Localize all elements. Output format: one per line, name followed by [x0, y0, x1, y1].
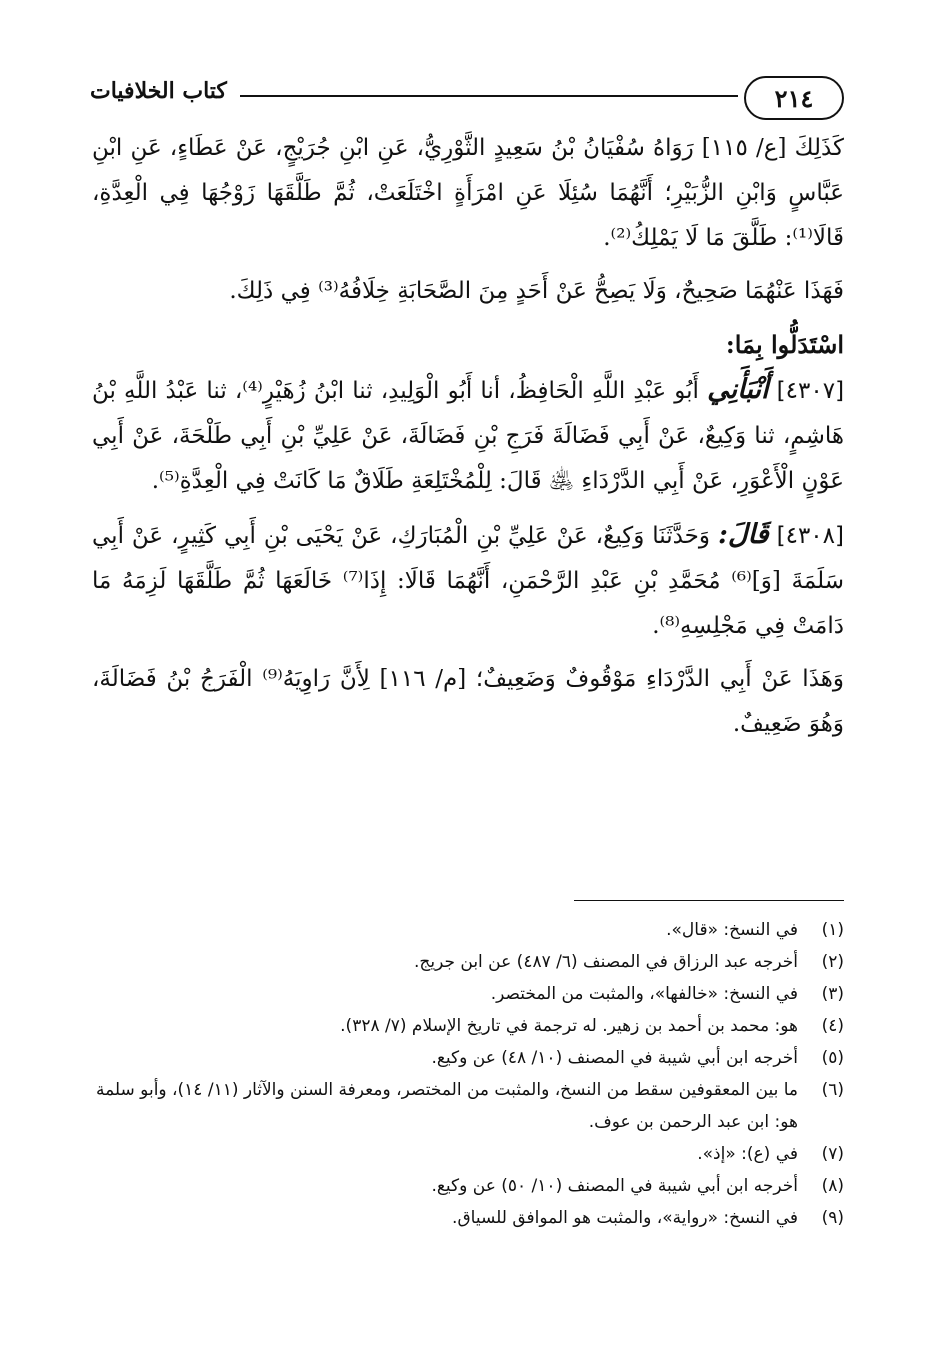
- section-heading: اسْتَدَلُّوا بِمَا:: [725, 330, 844, 359]
- footnote-number: (٤): [821, 1016, 844, 1036]
- footnote: [92, 1074, 844, 1138]
- footnote: [92, 1010, 844, 1042]
- footnote: [92, 1170, 844, 1202]
- footnote-text: أخرجه ابن أبي شيبة في المصنف (١٠/ ٤٨) عن وكيع.: [431, 1048, 798, 1068]
- hadith-text: وَحَدَّثَنَا وَكِيعٌ، عَنْ عَلِيِّ بْنِ الْمُبَارَكِ، عَنْ يَحْيَى بْنِ أَبِي كَثِيرٍ، عَنْ أَبِي سَلَمَةَ [وَ]⁽⁶⁾ مُحَمَّدِ بْنِ عَبْدِ الرَّحْمَنِ، أَنَّهُمَا قَالَا: إِذَا⁽⁷⁾ خَالَعَهَا ثُمَّ طَلَّقَهَا لَزِمَهُ مَا دَامَتْ فِي مَجْلِسِهِ⁽⁸⁾.: [92, 523, 844, 639]
- footnote-number: (٨): [821, 1176, 844, 1196]
- paragraph-1: كَذَلِكَ [ع/ ١١٥] رَوَاهُ سُفْيَانُ بْنُ سَعِيدٍ الثَّوْرِيُّ، عَنِ ابْنِ جُرَيْجٍ، عَنْ عَطَاءٍ، عَنِ ابْنِ عَبَّاسٍ وَابْنِ الزُّبَيْرِ؛ أَنَّهُمَا سُئِلَا عَنِ امْرَأَةٍ اخْتَلَعَتْ، ثُمَّ طَلَّقَهَا زَوْجُهَا فِي الْعِدَّةِ، قَالَا⁽¹⁾: طَلَّقَ مَا لَا يَمْلِكُ⁽²⁾.: [92, 135, 844, 251]
- footnote-number: (٩): [821, 1208, 844, 1228]
- paragraph-5: وَهَذَا عَنْ أَبِي الدَّرْدَاءِ مَوْقُوفٌ وَضَعِيفٌ؛ [م/ ١١٦] لِأَنَّ رَاوِيَهُ⁽⁹⁾ الْفَرَجُ بْنُ فَضَالَةَ، وَهُوَ ضَعِيفٌ.: [92, 666, 845, 737]
- footnote-number: (٢): [821, 952, 844, 972]
- hadith-4308: [92, 512, 844, 649]
- footnote: [92, 1138, 844, 1170]
- hadith-text: أَبُو عَبْدِ اللَّهِ الْحَافِظُ، أنا أَبُو الْوَلِيدِ، ثنا ابْنُ زُهَيْرٍ⁽⁴⁾، ثنا عَبْدُ اللَّهِ بْنُ هَاشِمٍ، ثنا وَكِيعٌ، عَنْ أَبِي فَضَالَةَ فَرَجِ بْنِ فَضَالَةَ، عَنْ عَلِيِّ بْنِ أَبِي طَلْحَةَ، عَنْ أَبِي عَوْنٍ الْأَعْوَرِ، عَنْ أَبِي الدَّرْدَاءِ ﵁ قَالَ: لِلْمُخْتَلِعَةِ طَلَاقٌ مَا كَانَتْ فِي الْعِدَّةِ⁽⁵⁾.: [92, 378, 844, 494]
- footnote: [92, 1202, 844, 1234]
- footnote-number: (١): [821, 920, 844, 940]
- footnotes: [92, 914, 844, 1234]
- footnote-number: (٥): [821, 1048, 844, 1068]
- footnote-separator: [574, 900, 844, 901]
- footnote-text: أخرجه ابن أبي شيبة في المصنف (١٠/ ٥٠) عن وكيع.: [431, 1176, 798, 1196]
- footnote-text: في النسخ: «قال».: [666, 920, 798, 940]
- footnote-text: أخرجه عبد الرزاق في المصنف (٦/ ٤٨٧) عن ابن جريج.: [413, 952, 798, 972]
- header-rule: [240, 95, 738, 97]
- footnote-text: هو: محمد بن أحمد بن زهير. له ترجمة في تاريخ الإسلام (٧/ ٣٢٨).: [340, 1016, 798, 1036]
- hadith-lead-word: قَالَ:: [717, 519, 769, 550]
- book-title: كتاب الخلافيات: [90, 78, 227, 104]
- footnote-number: (٦): [821, 1080, 844, 1100]
- paragraph-2: فَهَذَا عَنْهُمَا صَحِيحٌ، وَلَا يَصِحُّ عَنْ أَحَدٍ مِنَ الصَّحَابَةِ خِلَافُهُ⁽³⁾ فِي ذَلِكَ.: [229, 278, 844, 304]
- footnote-text: في النسخ: «خالفها»، والمثبت من المختصر.: [490, 984, 798, 1004]
- hadith-number: [٤٣٠٨]: [776, 523, 844, 549]
- footnote-text: في (ع): «إذ».: [697, 1144, 798, 1164]
- footnote-text: ما بين المعقوفين سقط من النسخ، والمثبت من المختصر، ومعرفة السنن والآثار (١١/ ١٤)، وأبو سلمة هو: ابن عبد الرحمن بن عوف.: [95, 1080, 798, 1132]
- footnote: [92, 946, 844, 978]
- footnote-number: (٧): [821, 1144, 844, 1164]
- page-header: [90, 76, 844, 120]
- footnote: [92, 978, 844, 1010]
- footnote-text: في النسخ: «رواية»، والمثبت هو الموافق للسياق.: [452, 1208, 798, 1228]
- hadith-4307: [92, 367, 844, 504]
- page-number: ٢١٤: [744, 76, 844, 120]
- footnote-number: (٣): [821, 984, 844, 1004]
- hadith-number: [٤٣٠٧]: [776, 378, 845, 404]
- hadith-lead-word: أَنْبَأَنِي: [707, 374, 769, 405]
- footnote: [92, 914, 844, 946]
- footnote: [92, 1042, 844, 1074]
- main-text: [92, 126, 844, 755]
